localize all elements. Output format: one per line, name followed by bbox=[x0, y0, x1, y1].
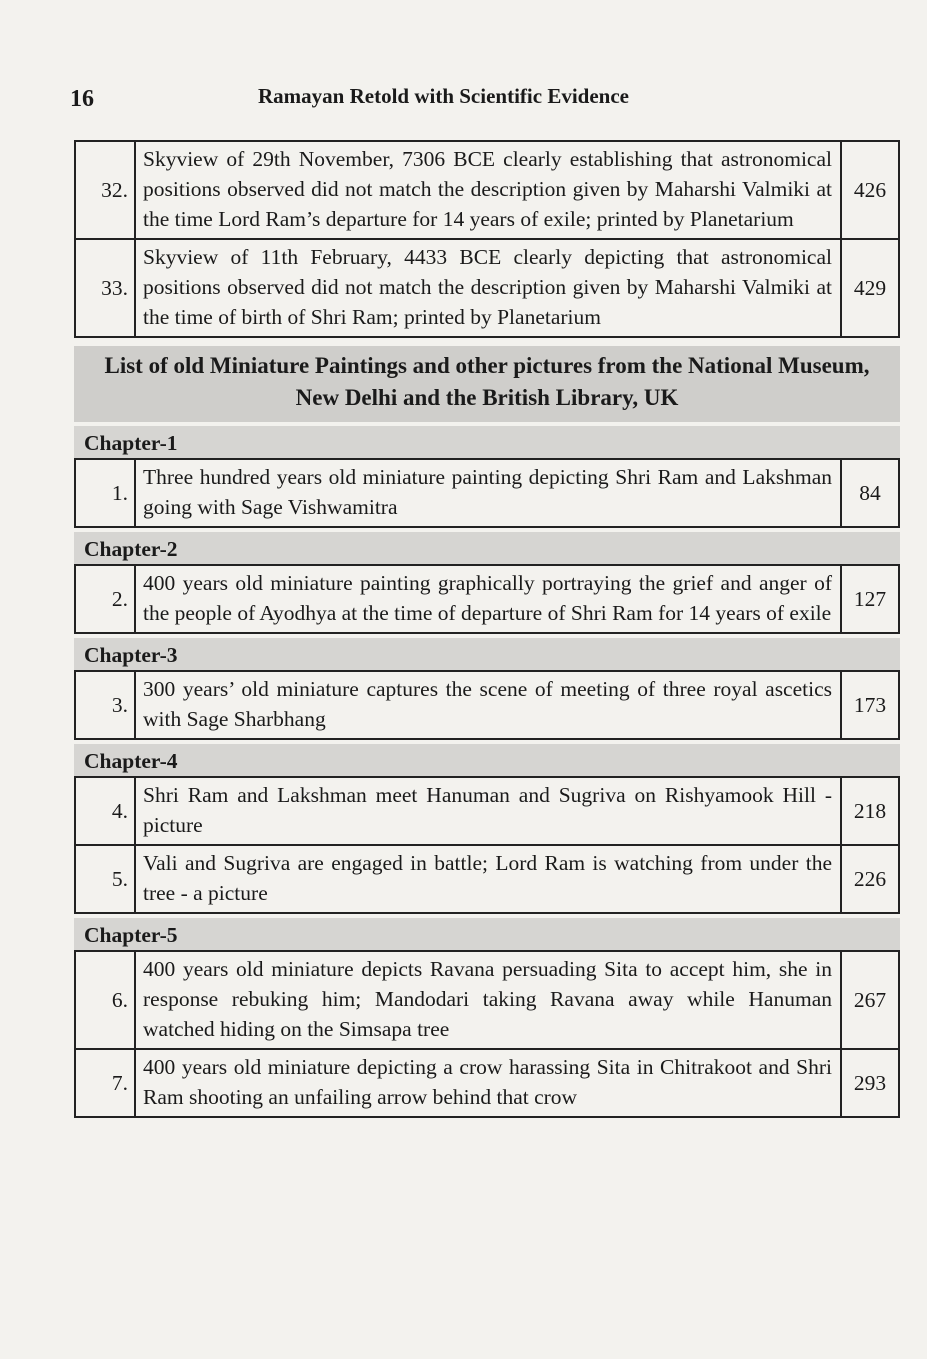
item-description: 400 years old miniature painting graphically portraying the grief and anger of the people of Ayodhya at the time of departure of Shri Ram for 14 years of exile bbox=[135, 565, 841, 633]
item-page: 267 bbox=[841, 951, 899, 1049]
item-description: 400 years old miniature depicts Ravana persuading Sita to accept him, she in response rebuking him; Mandodari taking Ravana away while Hanuman watched hiding on the Simsapa tree bbox=[135, 951, 841, 1049]
item-description: Vali and Sugriva are engaged in battle; Lord Ram is watching from under the tree - a picture bbox=[135, 845, 841, 913]
chapter-table bbox=[74, 564, 900, 634]
item-number: 33. bbox=[75, 239, 135, 337]
item-number: 1. bbox=[75, 459, 135, 527]
table-row bbox=[75, 671, 899, 739]
item-page: 218 bbox=[841, 777, 899, 845]
page-number: 16 bbox=[70, 86, 94, 112]
table-row bbox=[75, 239, 899, 337]
contents-list bbox=[74, 140, 900, 1118]
item-page: 226 bbox=[841, 845, 899, 913]
item-description: Skyview of 11th February, 4433 BCE clearly depicting that astronomical positions observed did not match the description given by Maharshi Valmiki at the time of birth of Shri Ram; printed by Planetarium bbox=[135, 239, 841, 337]
chapter-table bbox=[74, 776, 900, 914]
chapter-heading: Chapter-4 bbox=[74, 744, 900, 776]
chapter-heading: Chapter-2 bbox=[74, 532, 900, 564]
table-row bbox=[75, 845, 899, 913]
item-number: 3. bbox=[75, 671, 135, 739]
chapter-table bbox=[74, 458, 900, 528]
table-row bbox=[75, 1049, 899, 1117]
section-heading: List of old Miniature Paintings and other pictures from the National Museum, New Delhi and the British Library, UK bbox=[74, 346, 900, 422]
item-page: 127 bbox=[841, 565, 899, 633]
item-number: 4. bbox=[75, 777, 135, 845]
item-description: Skyview of 29th November, 7306 BCE clearly establishing that astronomical positions observed did not match the description given by Maharshi Valmiki at the time Lord Ram’s departure for 14 years of exile; printed by Planetarium bbox=[135, 141, 841, 239]
item-number: 32. bbox=[75, 141, 135, 239]
item-description: 400 years old miniature depicting a crow harassing Sita in Chitrakoot and Shri Ram shooting an unfailing arrow behind that crow bbox=[135, 1049, 841, 1117]
item-page: 293 bbox=[841, 1049, 899, 1117]
top-table bbox=[74, 140, 900, 338]
chapter-heading: Chapter-1 bbox=[74, 426, 900, 458]
item-page: 429 bbox=[841, 239, 899, 337]
item-page: 426 bbox=[841, 141, 899, 239]
page-header bbox=[70, 80, 830, 120]
chapter-heading: Chapter-3 bbox=[74, 638, 900, 670]
chapter-table bbox=[74, 670, 900, 740]
table-row bbox=[75, 777, 899, 845]
item-number: 6. bbox=[75, 951, 135, 1049]
table-row bbox=[75, 565, 899, 633]
item-description: 300 years’ old miniature captures the scene of meeting of three royal ascetics with Sage Sharbhang bbox=[135, 671, 841, 739]
item-description: Three hundred years old miniature painting depicting Shri Ram and Lakshman going with Sage Vishwamitra bbox=[135, 459, 841, 527]
item-number: 7. bbox=[75, 1049, 135, 1117]
item-page: 84 bbox=[841, 459, 899, 527]
table-row bbox=[75, 951, 899, 1049]
item-number: 2. bbox=[75, 565, 135, 633]
table-row bbox=[75, 141, 899, 239]
running-title: Ramayan Retold with Scientific Evidence bbox=[258, 84, 629, 108]
table-row bbox=[75, 459, 899, 527]
item-description: Shri Ram and Lakshman meet Hanuman and Sugriva on Rishyamook Hill - picture bbox=[135, 777, 841, 845]
item-page: 173 bbox=[841, 671, 899, 739]
item-number: 5. bbox=[75, 845, 135, 913]
chapter-table bbox=[74, 950, 900, 1118]
chapter-heading: Chapter-5 bbox=[74, 918, 900, 950]
